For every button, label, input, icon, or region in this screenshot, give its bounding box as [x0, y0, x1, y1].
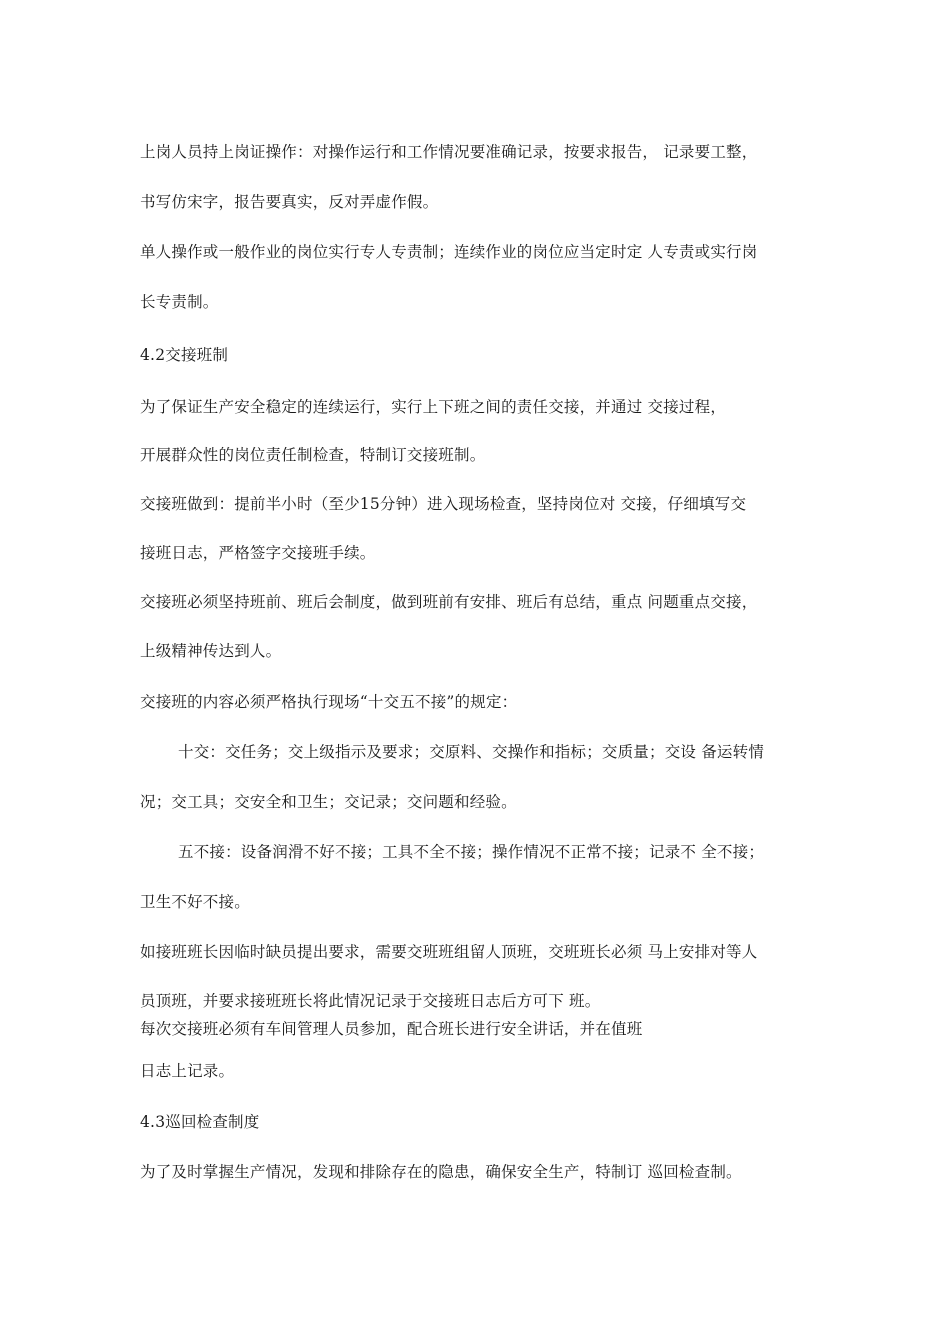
section-heading: 4.3巡回检查制度 [140, 1113, 260, 1131]
text-line: 为了及时掌握生产情况，发现和排除存在的隐患，确保安全生产，特制订 巡回检查制。 [140, 1163, 742, 1181]
text-line: 上级精神传达到人。 [140, 642, 282, 660]
text-line: 长专责制。 [140, 293, 219, 311]
text-line: 员顶班，并要求接班班长将此情况记录于交接班日志后方可下 班。 [140, 992, 601, 1010]
text-line: 开展群众性的岗位责任制检查，特制订交接班制。 [140, 446, 486, 464]
text-line: 书写仿宋字，报告要真实，反对弄虚作假。 [140, 193, 439, 211]
text-line: 十交：交任务；交上级指示及要求；交原料、交操作和指标；交质量；交设 备运转情 [178, 743, 765, 761]
text-line: 交接班必须坚持班前、班后会制度，做到班前有安排、班后有总结，重点 问题重点交接， [140, 593, 758, 611]
text-line: 单人操作或一般作业的岗位实行专人专责制；连续作业的岗位应当定时定 人专责或实行岗 [140, 243, 758, 261]
text-line: 况；交工具；交安全和卫生；交记录；交问题和经验。 [140, 793, 517, 811]
text-line: 卫生不好不接。 [140, 893, 250, 911]
text-line: 接班日志，严格签字交接班手续。 [140, 544, 376, 562]
text-line: 交接班的内容必须严格执行现场“十交五不接”的规定： [140, 693, 518, 711]
text-line: 日志上记录。 [140, 1062, 235, 1080]
text-line: 五不接：设备润滑不好不接；工具不全不接；操作情况不正常不接；记录不 全不接； [178, 843, 765, 861]
text-line: 交接班做到：提前半小时（至少15分钟）进入现场检查，坚持岗位对 交接，仔细填写交 [140, 495, 747, 513]
section-heading: 4.2交接班制 [140, 346, 229, 364]
text-line: 为了保证生产安全稳定的连续运行，实行上下班之间的责任交接，并通过 交接过程， [140, 398, 727, 416]
text-line: 上岗人员持上岗证操作：对操作运行和工作情况要准确记录，按要求报告， 记录要工整， [140, 143, 758, 161]
text-line: 如接班班长因临时缺员提出要求，需要交班班组留人顶班，交班班长必须 马上安排对等人 [140, 943, 758, 961]
text-line: 每次交接班必须有车间管理人员参加，配合班长进行安全讲话，并在值班 [140, 1020, 643, 1038]
